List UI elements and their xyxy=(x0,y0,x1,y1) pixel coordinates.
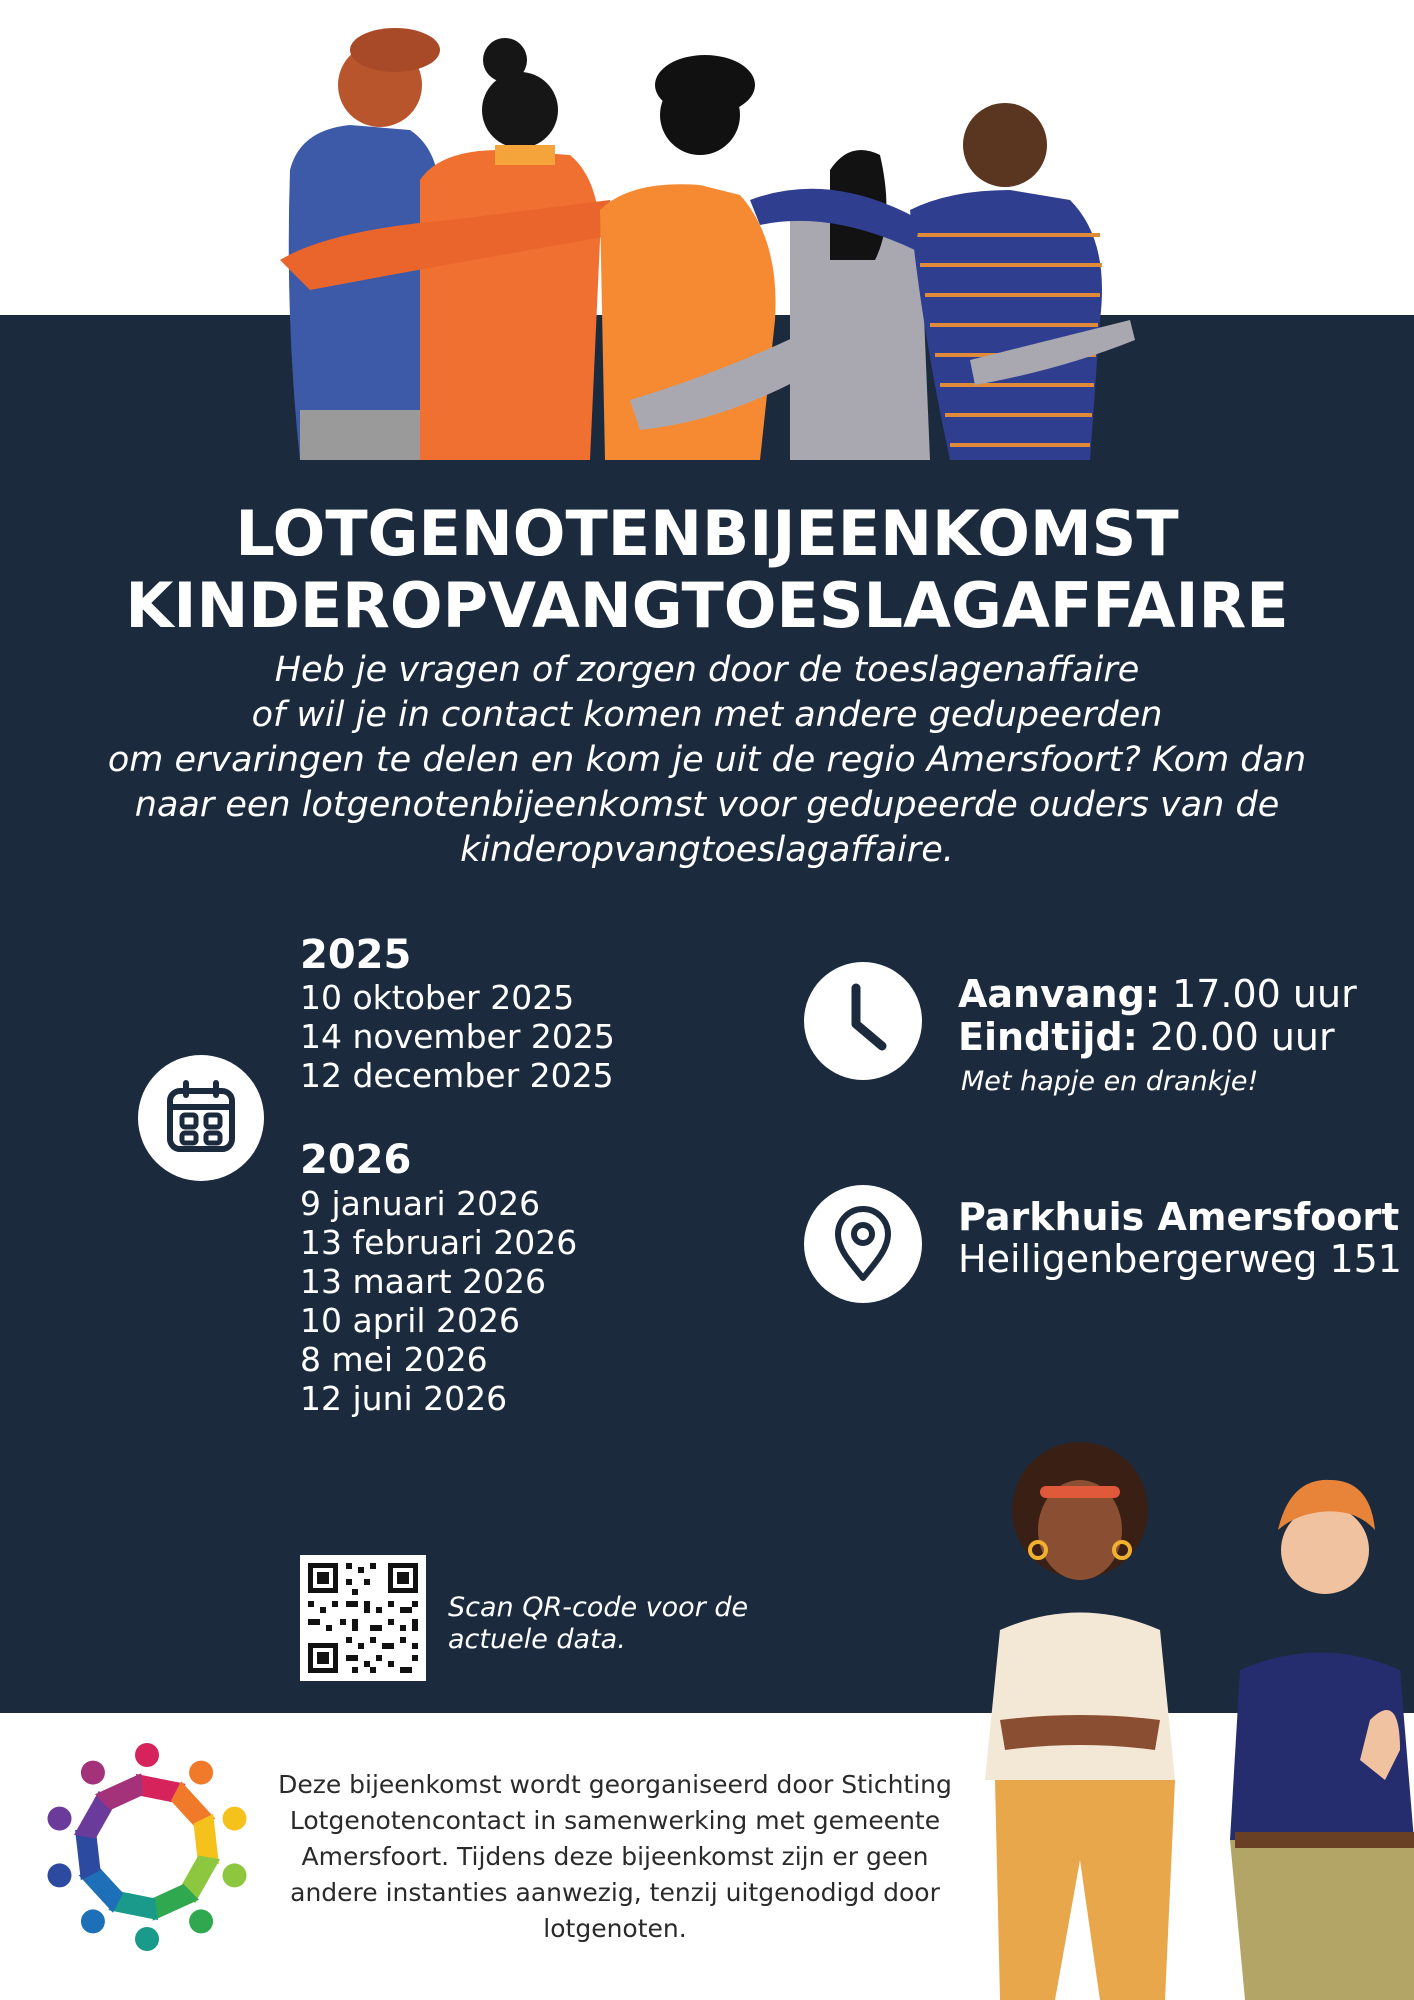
intro-line: om ervaringen te delen en kom je uit de regio Amersfoort? Kom dan xyxy=(107,740,1307,780)
logo-figure-head xyxy=(81,1761,105,1785)
page-title-line2: KINDEROPVANGTOESLAGAFFAIRE xyxy=(125,569,1289,642)
start-time xyxy=(958,972,1357,1016)
logo-figure-head xyxy=(48,1863,72,1887)
footer-line: lotgenoten. xyxy=(543,1914,687,1943)
end-time-label: Eindtijd: xyxy=(958,1015,1138,1059)
footer-line: Lotgenotencontact in samenwerking met gemeente xyxy=(289,1806,941,1835)
calendar-icon xyxy=(138,1055,264,1181)
intro-line: of wil je in contact komen met andere gedupeerden xyxy=(251,695,1163,735)
footer-line: andere instanties aanwezig, tenzij uitgenodigd door xyxy=(290,1878,940,1907)
date-item: 12 december 2025 xyxy=(300,1056,614,1095)
qr-caption-line: Scan QR-code voor de xyxy=(448,1592,749,1623)
start-time-label: Aanvang: xyxy=(958,972,1160,1016)
intro-line: Heb je vragen of zorgen door de toeslagenaffaire xyxy=(274,650,1140,690)
year-2026-heading: 2026 xyxy=(300,1137,412,1183)
year-2025-heading: 2025 xyxy=(300,932,412,978)
qr-caption xyxy=(448,1592,748,1656)
end-time xyxy=(958,1015,1335,1059)
date-item: 9 januari 2026 xyxy=(300,1184,541,1223)
logo-figure-head xyxy=(135,1927,159,1951)
date-item: 10 oktober 2025 xyxy=(300,978,575,1017)
intro-paragraph xyxy=(100,648,1314,873)
venue-address: Heiligenbergerweg 151 xyxy=(958,1237,1402,1281)
qr-code[interactable] xyxy=(300,1555,426,1681)
date-item: 12 juni 2026 xyxy=(300,1379,508,1418)
qr-caption-line: actuele data. xyxy=(448,1624,626,1655)
date-item: 8 mei 2026 xyxy=(300,1340,488,1379)
end-time-value: 20.00 uur xyxy=(1149,1015,1335,1059)
stichting-logo-icon xyxy=(40,1740,255,1955)
footer-line: Amersfoort. Tijdens deze bijeenkomst zijn er geen xyxy=(301,1842,929,1871)
footer-line: Deze bijeenkomst wordt georganiseerd door Stichting xyxy=(278,1770,952,1799)
refreshments-note: Met hapje en drankje! xyxy=(961,1066,1259,1097)
date-item: 10 april 2026 xyxy=(300,1301,521,1340)
logo-figure-head xyxy=(222,1863,246,1887)
date-item: 13 februari 2026 xyxy=(300,1223,578,1262)
start-time-value: 17.00 uur xyxy=(1172,972,1357,1016)
page-title-line1: LOTGENOTENBIJEENKOMST xyxy=(235,497,1179,570)
logo-figure-head xyxy=(189,1761,213,1785)
venue-name: Parkhuis Amersfoort xyxy=(958,1195,1400,1239)
date-item: 13 maart 2026 xyxy=(300,1262,547,1301)
location-pin-icon xyxy=(804,1185,922,1303)
intro-line: naar een lotgenotenbijeenkomst voor gedupeerde ouders van de xyxy=(134,785,1280,825)
clock-icon xyxy=(804,962,922,1080)
logo-figure-head xyxy=(48,1807,72,1831)
logo-figure-head xyxy=(81,1909,105,1933)
group-hug-illustration xyxy=(270,20,1150,470)
logo-figure-head xyxy=(135,1743,159,1767)
two-people-illustration xyxy=(960,1420,1414,2000)
logo-figure-head xyxy=(222,1807,246,1831)
date-item: 14 november 2025 xyxy=(300,1017,615,1056)
intro-line: kinderopvangtoeslagaffaire. xyxy=(460,830,954,870)
footer-paragraph xyxy=(270,1767,960,1947)
logo-figure-head xyxy=(189,1909,213,1933)
